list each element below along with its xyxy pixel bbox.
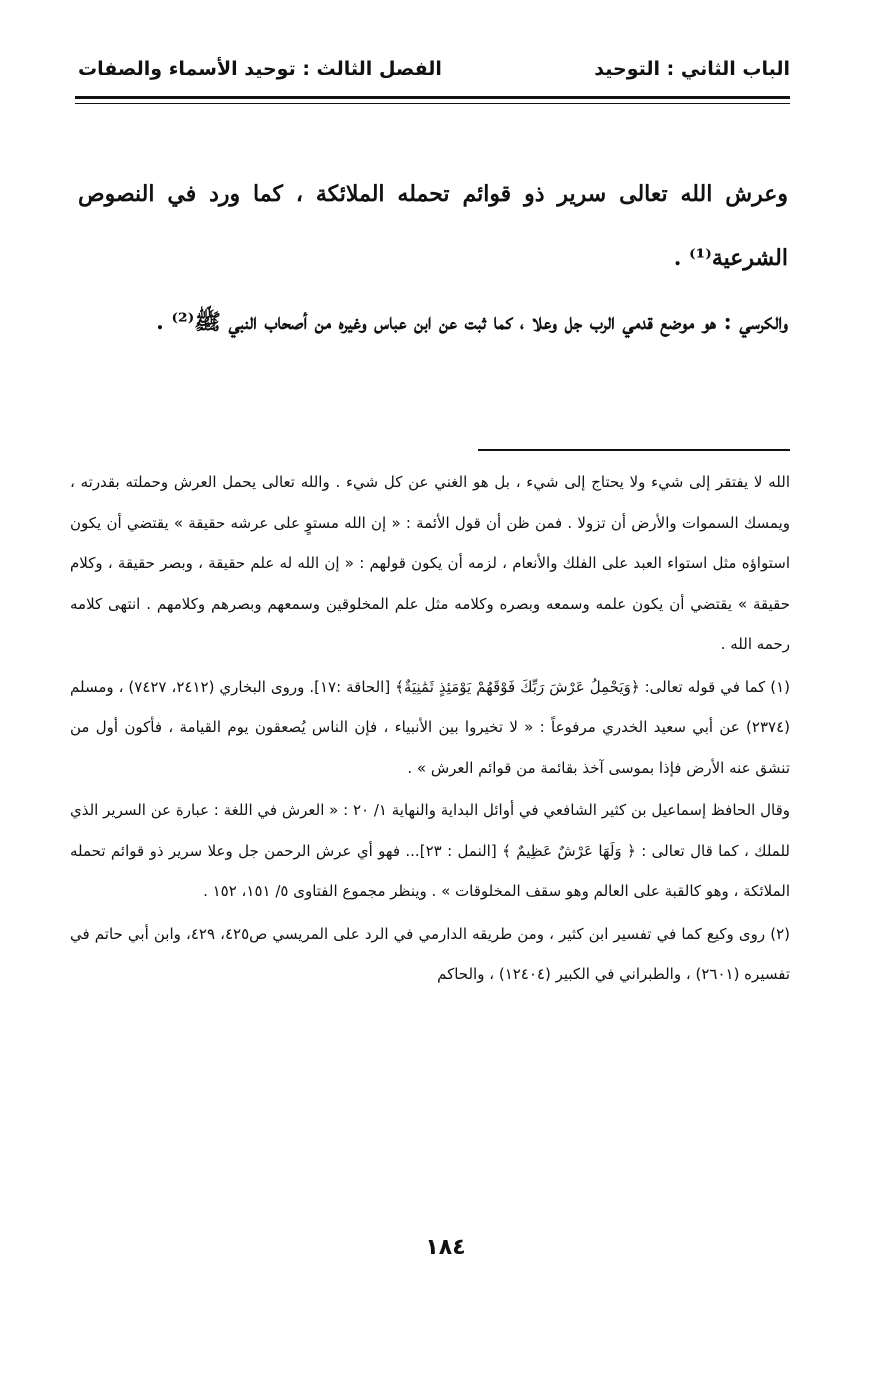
section-title: الفصل الثالث : توحيد الأسماء والصفات [78, 58, 442, 80]
running-header [78, 58, 790, 92]
footnote-1-continued: وقال الحافظ إسماعيل بن كثير الشافعي في أوائل البداية والنهاية ١/ ٢٠ : « العرش في اللغة : عبارة عن السرير الذي للملك ، كما قال تعالى : ﴿ وَلَهَا عَرْشٌ عَظِيمٌ ﴾ [النمل : ٢٣]... فهو أي عرش الرحمن جل وعلا سرير ذو قوائم تحمله الملائكة ، وهو كالقبة على العالم وهو سقف المخلوقات » . وينظر مجموع الفتاوى ٥/ ١٥١، ١٥٢ . [70, 801, 790, 900]
main-paragraph: والكرسي : هو موضع قدمي الرب جل وعلا ، كما ثبت عن ابن عباس وغيره من أصحاب النبي ﷺ⁽²⁾ . [156, 309, 788, 335]
footnote-1: (١) كما في قوله تعالى: ﴿وَيَحْمِلُ عَرْشَ رَبِّكَ فَوْقَهُمْ يَوْمَئِذٍ ثَمَٰنِيَةٌ﴾ [الحاقة :١٧]. وروى البخاري (٢٤١٢، ٧٤٢٧) ، ومسلم (٢٣٧٤) عن أبي سعيد الخدري مرفوعاً : « لا تخيروا بين الأنبياء ، فإن الناس يُصعقون يوم القيامة ، فأكون أول من تنشق عنه الأرض فإذا بموسى آخذ بقائمة من قوائم العرش » . [70, 677, 791, 777]
footnote-continuation: الله لا يفتقر إلى شيء ولا يحتاج إلى شيء ، بل هو الغني عن كل شيء . والله تعالى يحمل العرش وحملته بقدرته ، ويمسك السموات والأرض أن تزولا . فمن ظن أن قول الأئمة : « إن الله مستوٍ على عرشه حقيقة » يقتضي أن يكون استواؤه مثل استواء العبد على الفلك والأنعام ، لزمه أن يكون قولهم : « إن الله له علم حقيقة ، وبصر حقيقة ، وكلام حقيقة » يقتضي أن يكون علمه وسمعه وبصره وكلامه مثل علم المخلوقين وسمعهم وبصرهم وكلامهم . انتهى كلامه رحمه الله . [70, 473, 790, 653]
chapter-title: الباب الثاني : التوحيد [594, 58, 790, 80]
header-rule-thin [75, 103, 790, 104]
main-text [78, 162, 788, 354]
footnote-separator [478, 449, 790, 451]
main-paragraph: وعرش الله تعالى سرير ذو قوائم تحمله الملائكة ، كما ورد في النصوص الشرعية⁽¹⁾ . [78, 181, 788, 271]
footnotes [70, 462, 790, 997]
page-number: ١٨٤ [425, 1235, 466, 1260]
header-rule-thick [75, 96, 790, 99]
footnote-2: (٢) روى وكيع كما في تفسير ابن كثير ، ومن طريقه الدارمي في الرد على المريسي ص٤٢٥، ٤٢٩، وابن أبي حاتم في تفسيره (٢٦٠١) ، والطبراني في الكبير (١٢٤٠٤) ، والحاكم [70, 924, 791, 983]
